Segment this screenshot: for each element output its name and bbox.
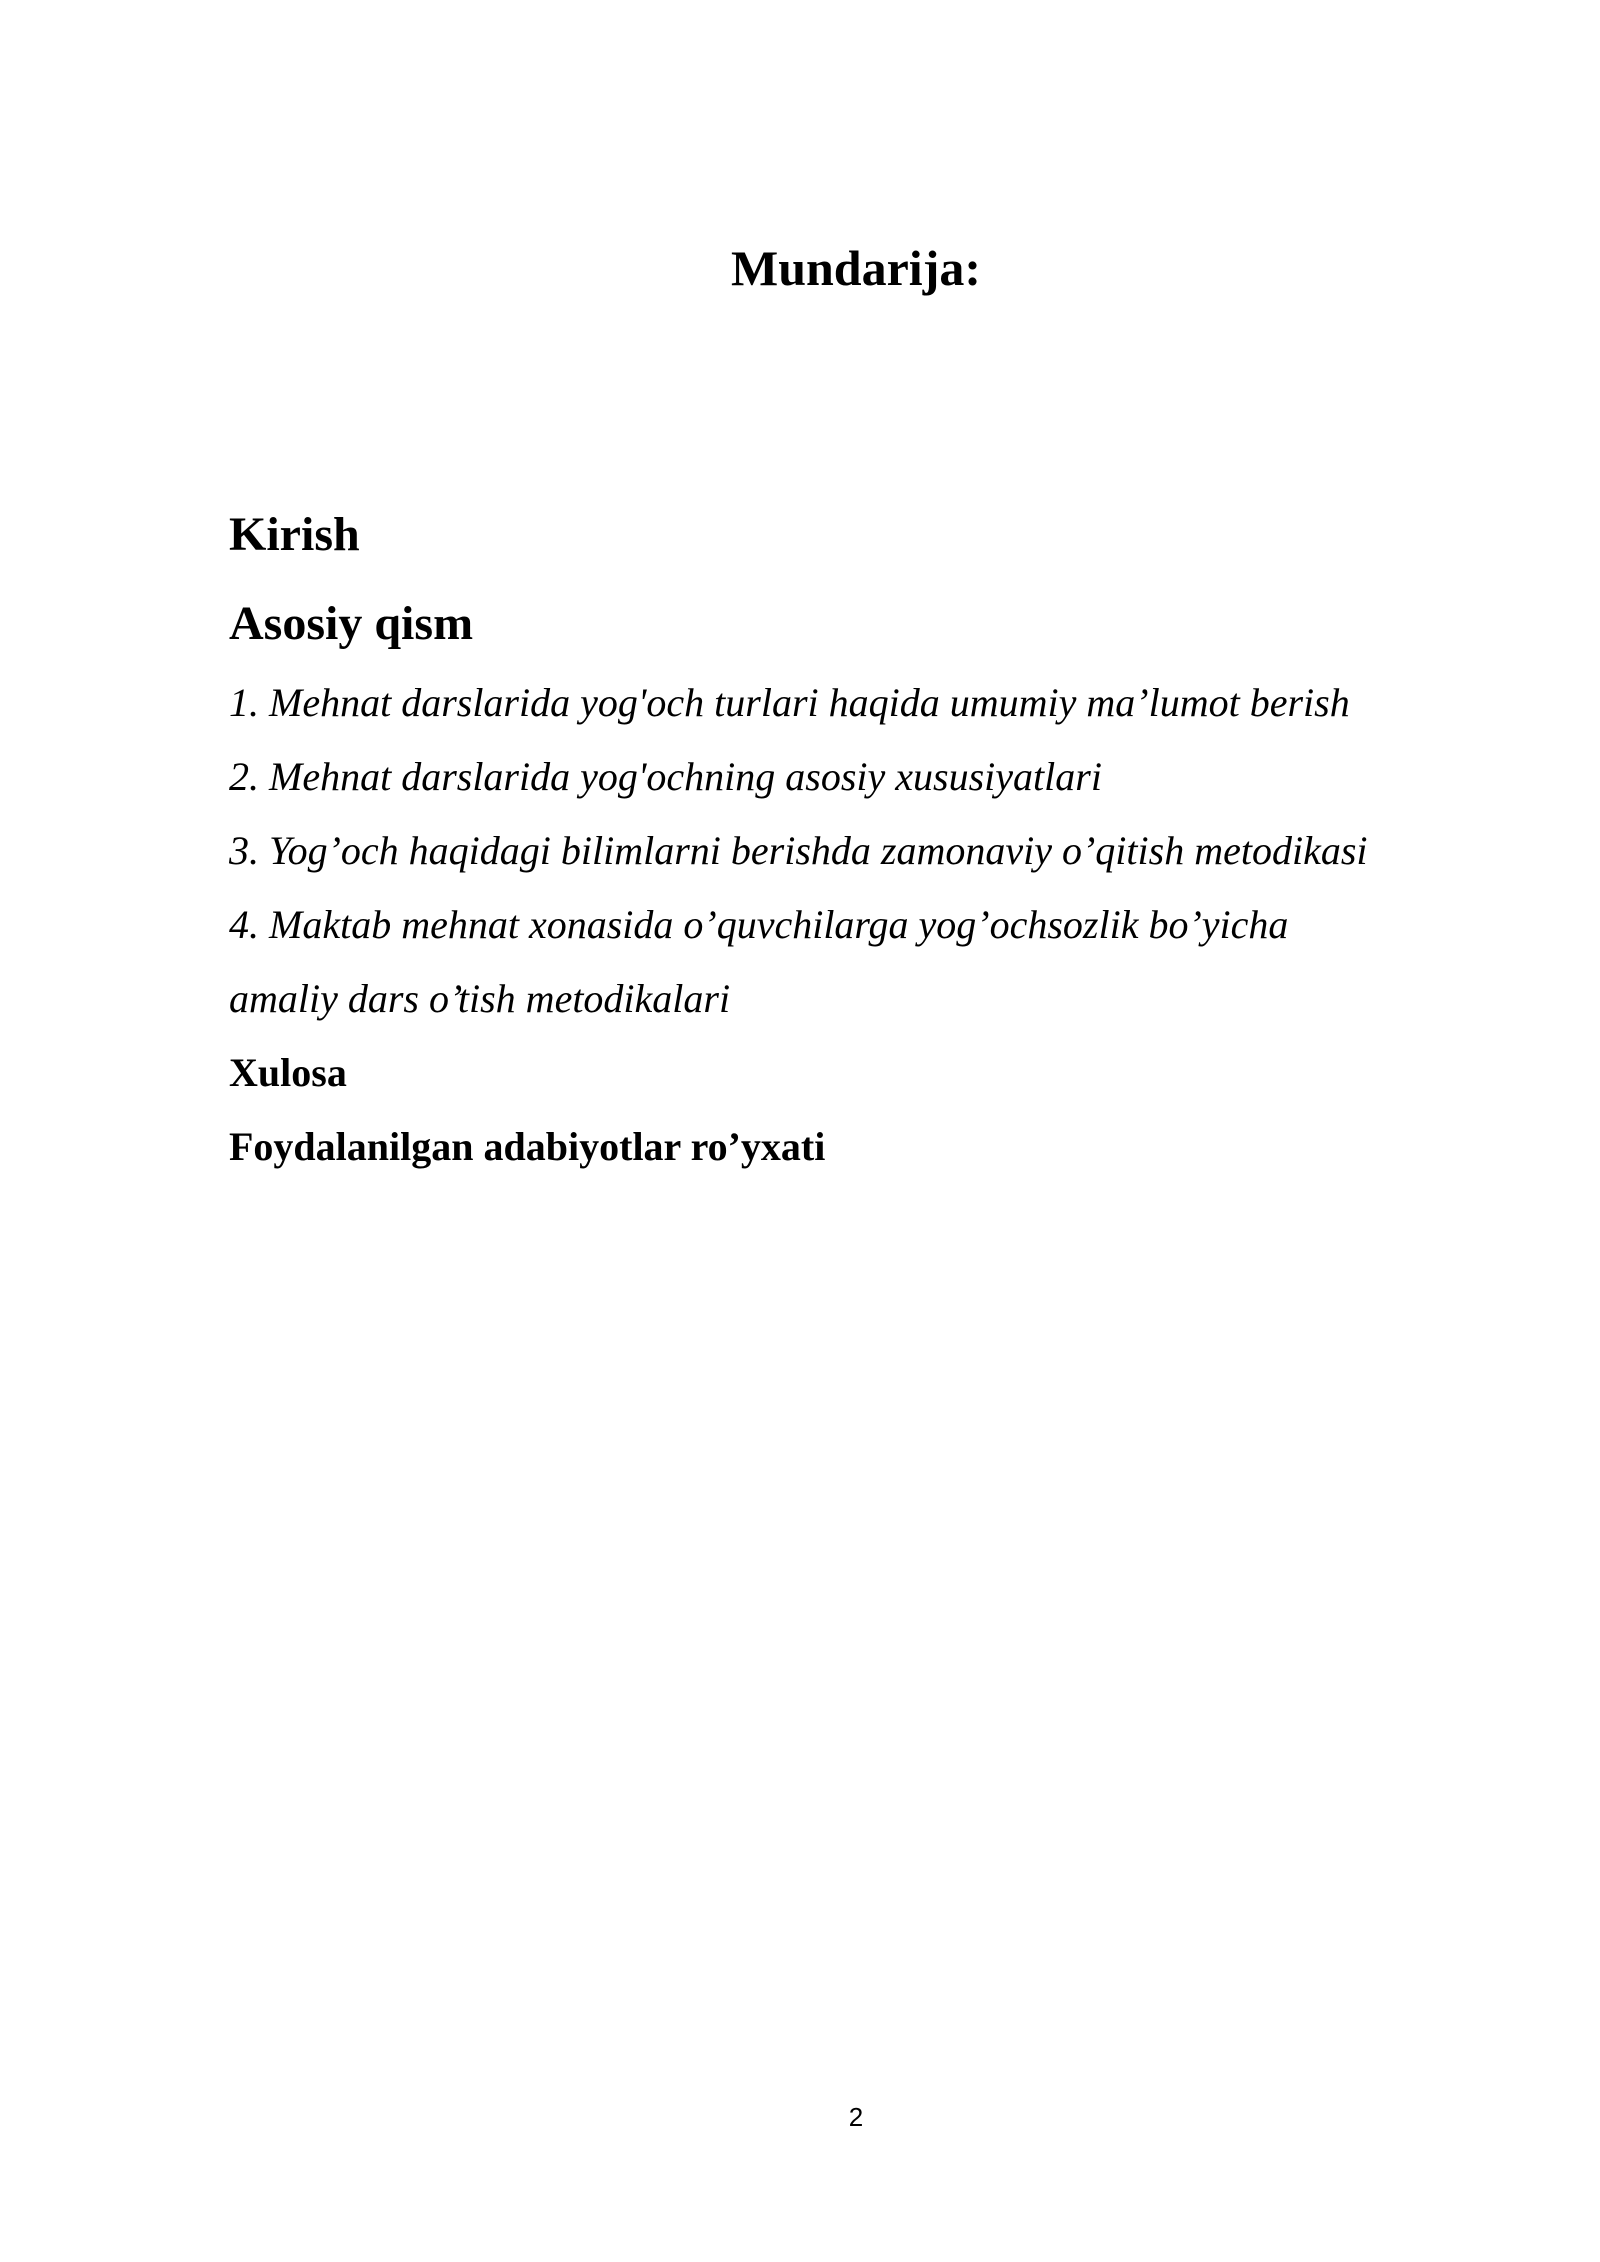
toc-item-number: 2. [229,754,259,799]
table-of-contents [229,505,1529,1184]
toc-item-text: Mehnat darslarida yog'och turlari haqida umumiy ma’lumot berish [269,680,1350,725]
toc-item-number: 1. [229,680,259,725]
toc-item-2 [229,740,1529,814]
toc-item-text: Mehnat darslarida yog'ochning asosiy xususiyatlari [269,754,1102,799]
page-title: Mundarija: [731,240,981,296]
toc-heading-intro: Kirish [229,508,360,561]
page-number: 2 [848,2102,864,2132]
toc-item-3 [229,814,1529,888]
toc-heading-conclusion: Xulosa [229,1050,347,1095]
toc-item-1 [229,666,1529,740]
toc-item-number: 3. [229,828,259,873]
toc-item-number: 4. [229,902,259,947]
toc-heading-main: Asosiy qism [229,597,474,650]
toc-item-4 [229,888,1529,962]
toc-item-4-continuation: amaliy dars o’tish metodikalari [229,976,731,1021]
toc-item-text: Yog’och haqidagi bilimlarni berishda zamonaviy o’qitish metodikasi [269,828,1368,873]
toc-item-text: Maktab mehnat xonasida o’quvchilarga yog’ochsozlik bo’yicha [269,902,1289,947]
toc-heading-references: Foydalanilgan adabiyotlar ro’yxati [229,1124,826,1169]
